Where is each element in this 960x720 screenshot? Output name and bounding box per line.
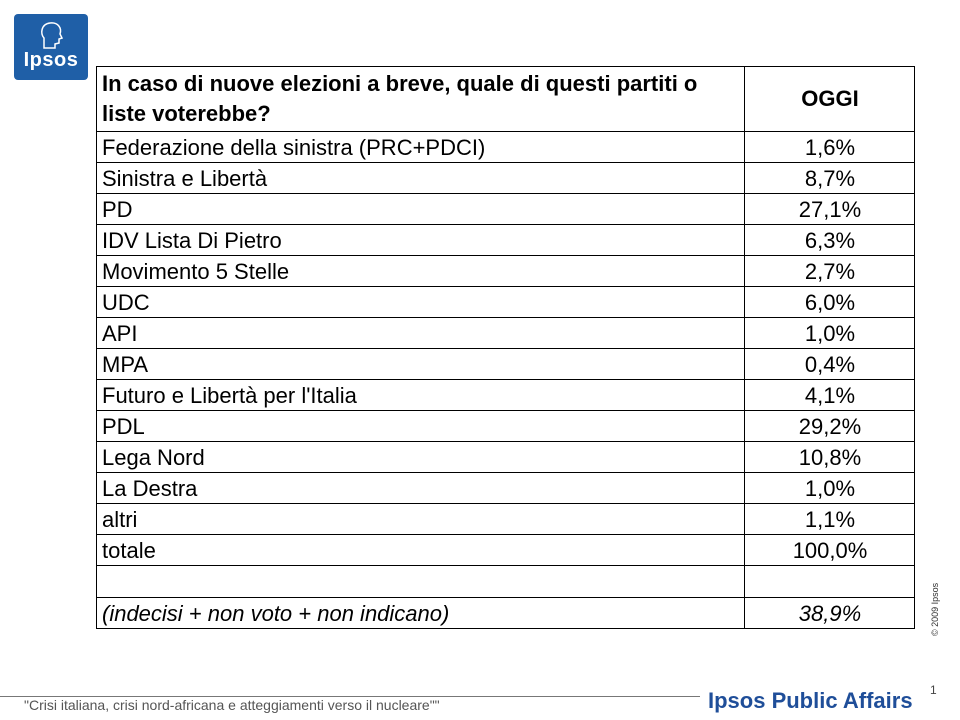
percentage-value: 2,7% xyxy=(745,256,915,287)
party-label: (indecisi + non voto + non indicano) xyxy=(97,598,745,629)
percentage-value: 4,1% xyxy=(745,380,915,411)
table-header-row xyxy=(97,67,915,132)
percentage-value: 27,1% xyxy=(745,194,915,225)
percentage-value: 100,0% xyxy=(745,535,915,566)
percentage-value: 1,0% xyxy=(745,473,915,504)
percentage-value: 6,0% xyxy=(745,287,915,318)
party-label: UDC xyxy=(97,287,745,318)
table-row xyxy=(97,411,915,442)
percentage-value: 29,2% xyxy=(745,411,915,442)
ipsos-logo xyxy=(14,14,88,80)
oggi-column-header: OGGI xyxy=(745,67,915,132)
percentage-value: 10,8% xyxy=(745,442,915,473)
table-row xyxy=(97,318,915,349)
percentage-value xyxy=(745,566,915,598)
table-row xyxy=(97,473,915,504)
table-row xyxy=(97,380,915,411)
percentage-value: 6,3% xyxy=(745,225,915,256)
party-label: Futuro e Libertà per l'Italia xyxy=(97,380,745,411)
table-row xyxy=(97,566,915,598)
table-row xyxy=(97,287,915,318)
party-label: Movimento 5 Stelle xyxy=(97,256,745,287)
table-row xyxy=(97,598,915,629)
table-row xyxy=(97,256,915,287)
party-label: API xyxy=(97,318,745,349)
head-profile-icon xyxy=(36,20,66,50)
brand-name: Ipsos Public Affairs xyxy=(708,688,913,713)
party-label: PD xyxy=(97,194,745,225)
table-row xyxy=(97,225,915,256)
table-row xyxy=(97,535,915,566)
table-row xyxy=(97,163,915,194)
party-label: La Destra xyxy=(97,473,745,504)
logo-text: Ipsos xyxy=(23,49,79,71)
party-label xyxy=(97,566,745,598)
party-label: altri xyxy=(97,504,745,535)
percentage-value: 1,0% xyxy=(745,318,915,349)
party-label: PDL xyxy=(97,411,745,442)
party-label: Federazione della sinistra (PRC+PDCI) xyxy=(97,132,745,163)
question-header: In caso di nuove elezioni a breve, quale di questi partiti o liste voterebbe? xyxy=(97,67,745,132)
table-row xyxy=(97,349,915,380)
party-label: Lega Nord xyxy=(97,442,745,473)
table-row xyxy=(97,442,915,473)
table-row xyxy=(97,132,915,163)
footer-title: "Crisi italiana, crisi nord-africana e atteggiamenti verso il nucleare"" xyxy=(24,697,440,713)
table-row xyxy=(97,194,915,225)
party-label: IDV Lista Di Pietro xyxy=(97,225,745,256)
party-label: totale xyxy=(97,535,745,566)
copyright-text: © 2009 Ipsos xyxy=(930,582,940,636)
party-label: MPA xyxy=(97,349,745,380)
percentage-value: 38,9% xyxy=(745,598,915,629)
page-number: 1 xyxy=(930,683,937,697)
party-label: Sinistra e Libertà xyxy=(97,163,745,194)
table-row xyxy=(97,504,915,535)
percentage-value: 1,6% xyxy=(745,132,915,163)
percentage-value: 1,1% xyxy=(745,504,915,535)
percentage-value: 0,4% xyxy=(745,349,915,380)
percentage-value: 8,7% xyxy=(745,163,915,194)
vote-intention-table xyxy=(96,66,915,629)
